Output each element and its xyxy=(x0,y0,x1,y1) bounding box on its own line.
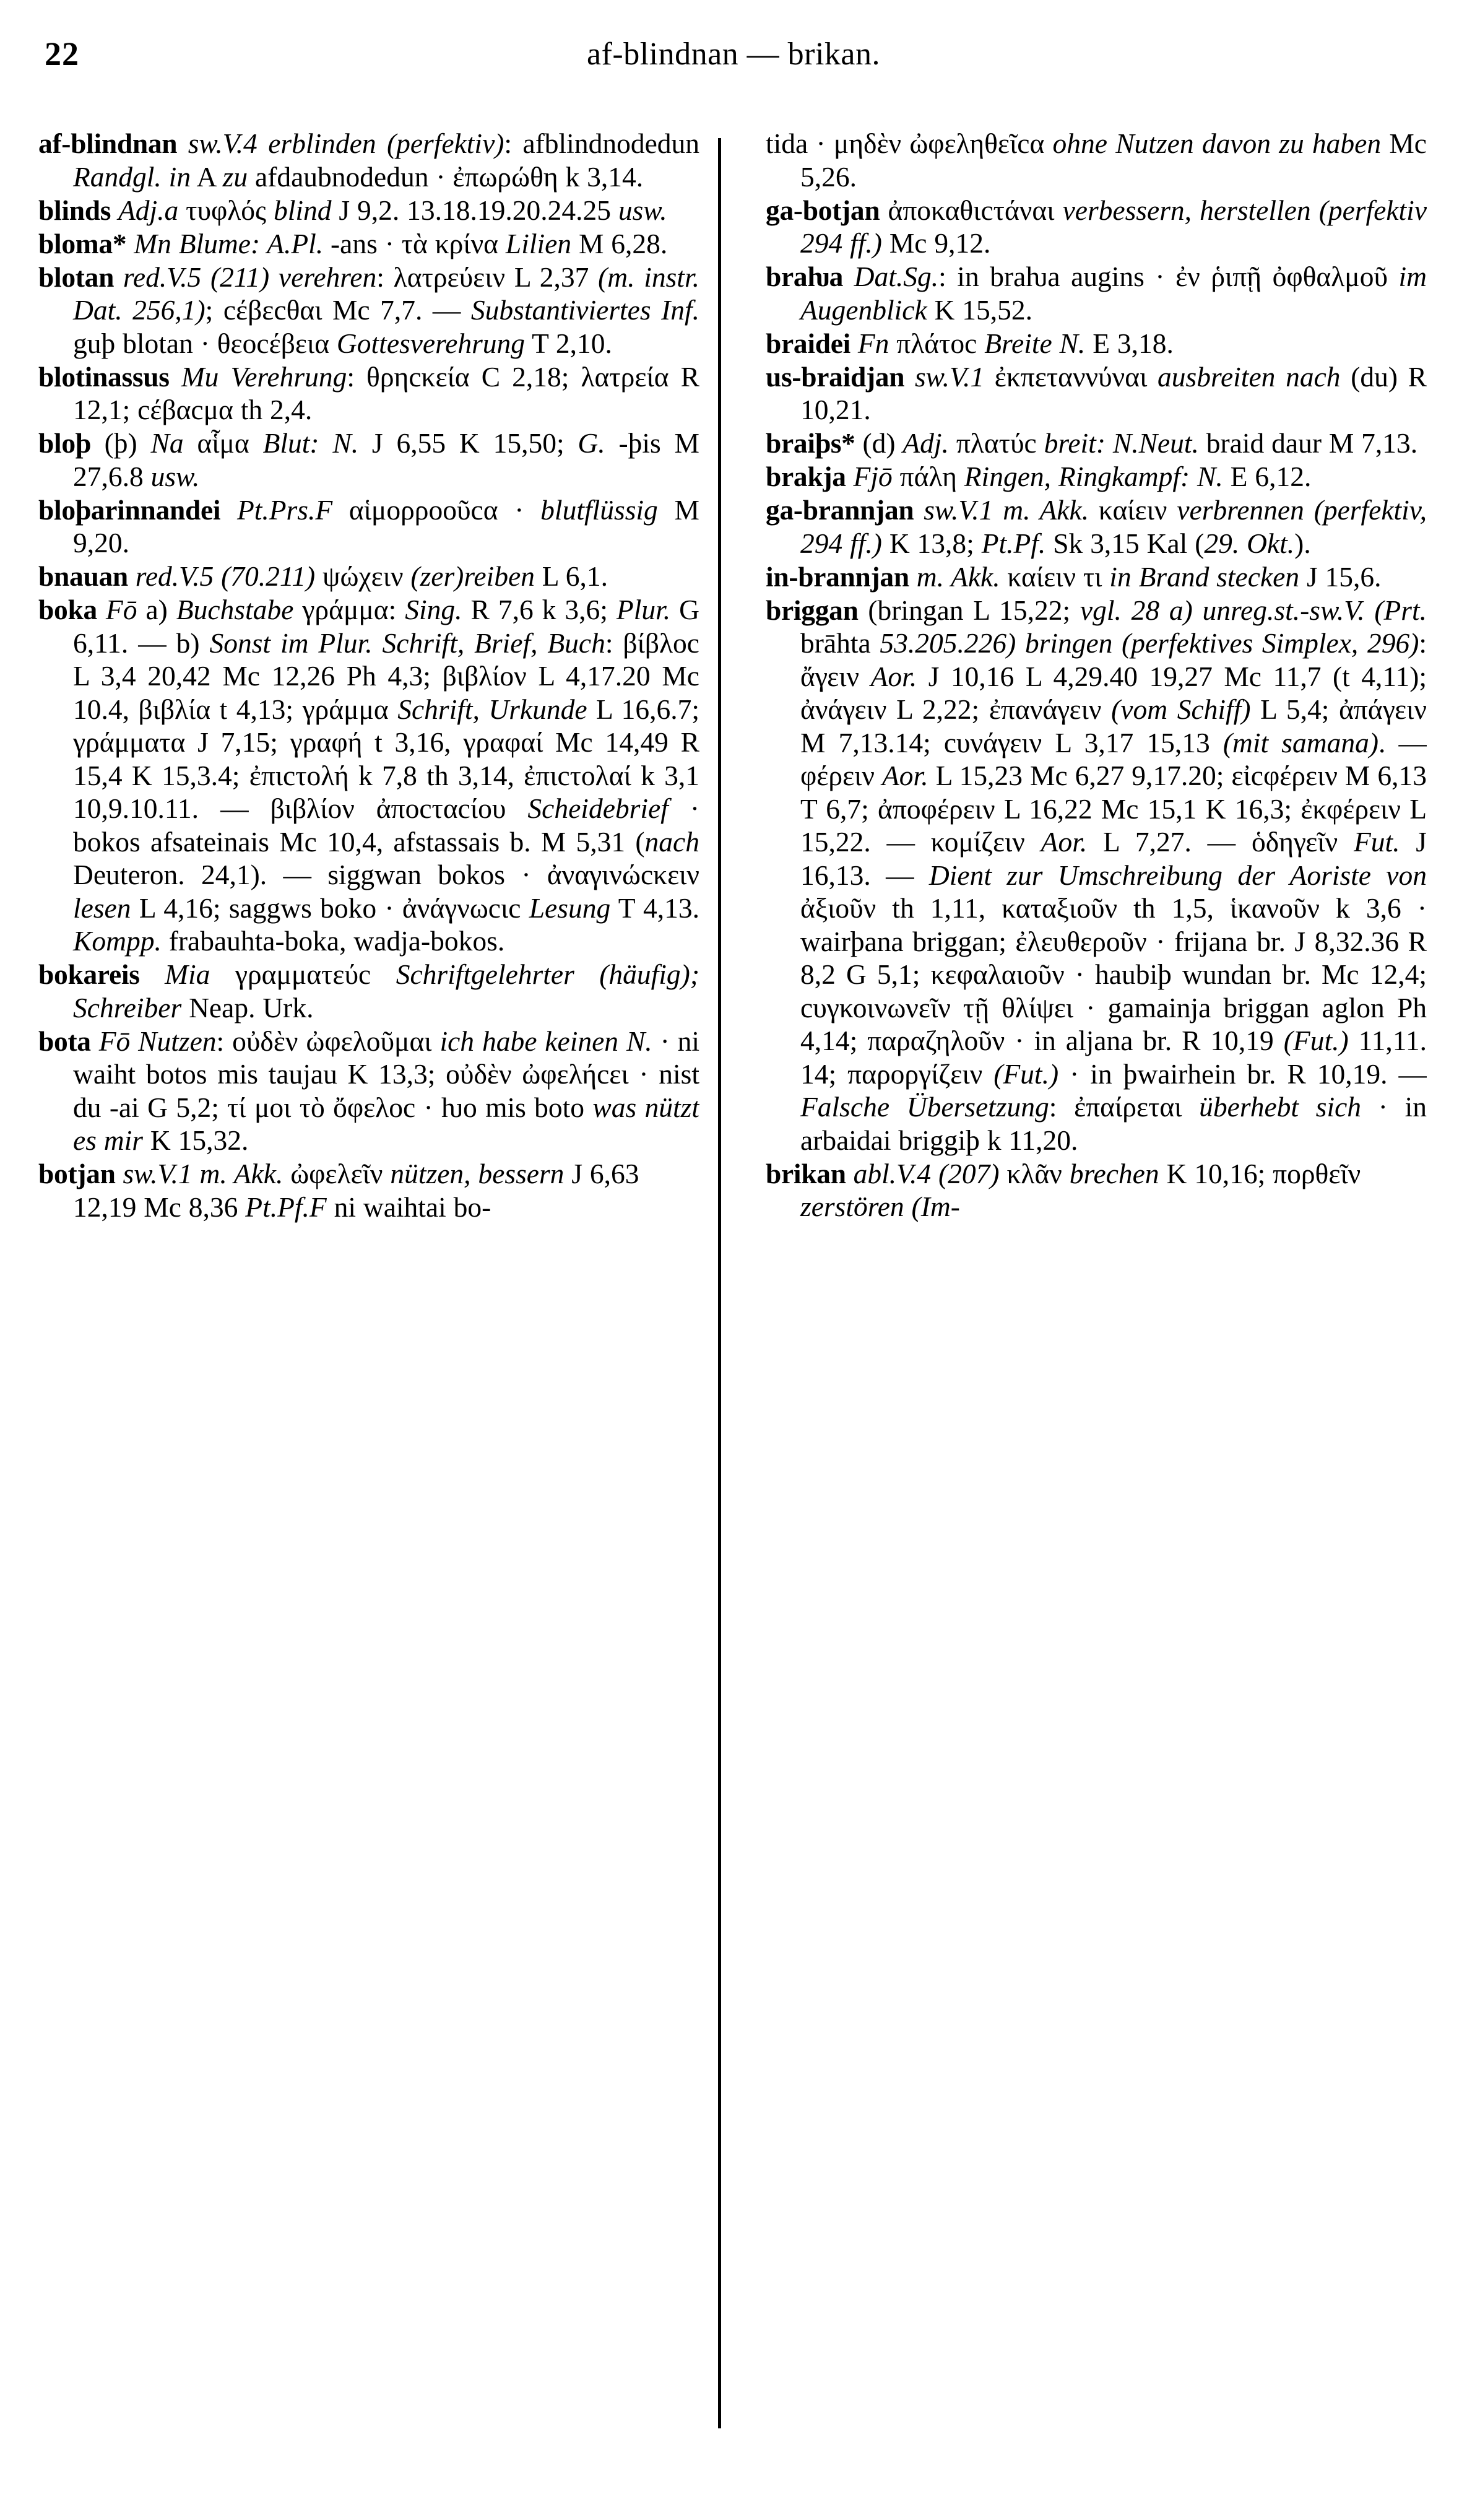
entry-gloss-italic: Mn Blume: A.Pl. xyxy=(134,227,324,259)
entry-gloss-italic: Sonst im Plur. Schrift, Brief, Buch xyxy=(209,627,605,659)
entry-citation: ἀξιοῦν th 1,11, καταξιοῦν th 1,5, ἱκανοῦν k 3,6 · wairþana briggan; ἐλευθεροῦν · frijana br. J 8,32.36 R 8,2 G 5,1; κεφαλαιοῦν · haubiþ wundan br. Mc 12,4; cυγκοινωνεῖν τῇ θλίψει · gamainja briggan aglon Ph 4,14; παραζηλοῦν · in aljana br. R 10,19 xyxy=(800,892,1427,1056)
entry-citation: K 13,8; xyxy=(881,527,982,559)
text-columns xyxy=(38,127,1429,2496)
entry-citation: tida · μηδὲν ὠφεληθεῖcα xyxy=(766,128,1053,159)
entry-gloss-italic: Plur. xyxy=(616,594,671,625)
entry-citation: αἱμορροοῦcα · xyxy=(332,493,541,526)
entry-headword: ga-botjan xyxy=(766,194,880,226)
dictionary-entry xyxy=(38,127,699,193)
dictionary-entry xyxy=(38,227,699,261)
entry-citation: K 15,52. xyxy=(927,293,1033,326)
entry-citation: J 10,16 L 4,29.40 19,27 Mc 11,7 (t 4,11); ἀνάγειν L 2,22; ἐπανάγειν xyxy=(800,660,1427,725)
entry-gloss-italic: (Fut.) xyxy=(1283,1025,1349,1056)
entry-citation: J 6,55 K 15,50; xyxy=(358,427,578,459)
dictionary-entry xyxy=(766,194,1427,260)
entry-citation: L 15,23 Mc 6,27 9,17.20; εἰcφέρειν M 6,13 T 6,7; ἀποφέρειν L 16,22 Mc 15,1 K 16,3; ἐκφέρειν L 15,22. — κομίζειν xyxy=(800,760,1427,858)
entry-citation: braid daur M 7,13. xyxy=(1198,427,1418,459)
entry-citation: L 16,6.7; γράμματα J 7,15; γραφή t 3,16, γραφαί Mc 14,49 R 15,4 K 15,3.4; ἐπιcτολή k 7,8 th 3,14, ἐπιcτολαί k 3,1 10,9.10.11. — βιβλίον ἀποcταcίου xyxy=(73,693,699,824)
entry-gloss-italic: Buchstabe xyxy=(176,594,294,625)
entry-citation: πλάτοc xyxy=(889,327,985,359)
entry-gloss-italic: m. Akk. xyxy=(916,560,1000,593)
entry-gloss-italic: (zer)reiben xyxy=(410,560,535,592)
entry-gloss-italic: sw.V.4 erblinden (perfektiv) xyxy=(188,128,504,159)
entry-citation: : ἄγειν xyxy=(800,627,1427,692)
entry-gloss-italic: Pt.Pf.F xyxy=(245,1191,327,1223)
entry-citation: Neap. Urk. xyxy=(181,991,314,1023)
entry-gloss-italic: Falsche Übersetzung xyxy=(800,1091,1049,1123)
entry-citation: πάλη xyxy=(892,461,964,492)
dictionary-entry xyxy=(766,460,1427,493)
entry-gloss-italic: zerstören (Im- xyxy=(800,1191,960,1222)
entry-headword: bnauan xyxy=(38,560,128,592)
entry-citation: (du) R 10,21. xyxy=(800,360,1427,425)
entry-gloss-italic: breit: N.Neut. xyxy=(1044,427,1199,459)
entry-citation: -ans · τὰ κρίνα xyxy=(323,227,506,259)
dictionary-entry xyxy=(766,127,1427,193)
entry-citation: ; cέβεcθαι Mc 7,7. — xyxy=(205,294,471,326)
entry-citation: ἀποκαθιcτάναι xyxy=(888,194,1063,226)
entry-citation: : ἐπαίρεται xyxy=(1049,1091,1200,1123)
entry-gloss-italic: Schrift, Urkunde xyxy=(397,693,587,725)
entry-gloss-italic: ausbreiten nach xyxy=(1158,360,1341,393)
entry-headword: briggan xyxy=(766,594,859,626)
entry-gloss-italic: Mia xyxy=(165,958,210,990)
entry-gloss-italic: Aor. xyxy=(870,660,917,692)
entry-citation: (d) xyxy=(862,427,903,459)
entry-gloss-italic: Pt.Prs.F xyxy=(236,493,333,526)
entry-citation: K 15,32. xyxy=(142,1124,249,1156)
entry-gloss-italic: Lesung xyxy=(529,892,611,924)
entry-citation: J 9,2. 13.18.19.20.24.25 xyxy=(331,194,618,226)
entry-gloss-italic: Gottesverehrung xyxy=(336,327,526,359)
entry-headword: bloþ xyxy=(38,427,91,459)
entry-gloss-italic: Breite N. xyxy=(984,327,1086,359)
entry-headword: in-brannjan xyxy=(766,560,909,593)
dictionary-entry xyxy=(38,560,699,593)
entry-headword: brikan xyxy=(766,1157,846,1189)
entry-citation: T 4,13. xyxy=(610,892,699,924)
entry-gloss-italic: Scheidebrief xyxy=(527,793,669,824)
entry-gloss-italic: Fō Nutzen xyxy=(98,1025,217,1057)
entry-gloss-italic: sw.V.1 xyxy=(914,360,985,393)
entry-citation: · ni waiht botos mis taujau K 13,3; οὐδὲν ὠφελήcει · nist du -ai G 5,2; τί μοι τὸ ὄφελοc · ƕo mis boto xyxy=(73,1025,699,1123)
column-divider-rule xyxy=(718,138,721,2428)
entry-headword: brakja xyxy=(766,461,846,492)
entry-gloss-italic: lesen xyxy=(73,892,131,924)
entry-gloss-italic: brechen xyxy=(1069,1157,1159,1189)
entry-headword: blotinassus xyxy=(38,360,170,393)
entry-citation: G 6,11. — b) xyxy=(73,594,699,659)
entry-headword: bokareis xyxy=(38,958,140,990)
entry-citation: πλατύc xyxy=(948,427,1044,459)
entry-citation: J 16,13. — xyxy=(800,826,1427,891)
dictionary-entry xyxy=(766,360,1427,427)
entry-citation: -þis M 27,6.8 xyxy=(73,427,699,492)
entry-citation: afdaubnodedun · ἐπωρώθη k 3,14. xyxy=(248,160,644,193)
entry-citation: frabauhta-boka, wadja-bokos. xyxy=(161,925,505,957)
entry-gloss-italic: Adj. xyxy=(902,427,949,459)
entry-citation: L 7,27. — ὁδηγεῖν xyxy=(1087,826,1354,858)
entry-gloss-italic: Fō xyxy=(105,594,137,625)
entry-citation: (bringan L 15,22; xyxy=(868,594,1080,626)
dictionary-entry xyxy=(766,327,1427,360)
entry-citation: 11,11. 14; παροργίζειν xyxy=(800,1025,1427,1090)
entry-citation: · bokos afsateinais Mc 10,4, afstassais b. M 5,31 ( xyxy=(73,793,699,858)
entry-gloss-italic: Kompp. xyxy=(73,925,162,957)
dictionary-entry xyxy=(38,1157,699,1223)
entry-gloss-italic: Dat.Sg. xyxy=(854,261,939,292)
entry-citation: γραμματεύc xyxy=(210,958,396,990)
entry-headword: bota xyxy=(38,1025,91,1057)
entry-gloss-italic: nützen, bessern xyxy=(390,1158,565,1189)
entry-citation: J 15,6. xyxy=(1299,560,1382,593)
entry-gloss-italic: red.V.5 (211) verehren xyxy=(123,261,377,293)
entry-gloss-italic: abl.V.4 (207) xyxy=(853,1157,1000,1189)
dictionary-entry xyxy=(38,958,699,1024)
running-head xyxy=(37,35,1430,78)
entry-citation: E 3,18. xyxy=(1085,327,1174,359)
entry-gloss-italic: sw.V.1 m. Akk. xyxy=(123,1158,283,1189)
entry-citation: ). xyxy=(1294,527,1311,559)
dictionary-entry xyxy=(766,594,1427,1157)
entry-citation: A xyxy=(191,160,223,193)
entry-gloss-italic: überhebt sich xyxy=(1199,1091,1362,1123)
entry-gloss-italic: verbessern, herstellen (perfektiv 294 ff.) xyxy=(800,194,1427,259)
entry-gloss-italic: Fn xyxy=(857,327,889,359)
entry-citation: : βίβλοc L 3,4 20,42 Mc 12,26 Ph 4,3; βιβλίον L 4,17.20 Mc 10.4, βιβλία t 4,13; γράμμα xyxy=(73,627,699,725)
entry-gloss-italic: Fut. xyxy=(1353,826,1400,858)
entry-gloss-italic: (Fut.) xyxy=(993,1058,1059,1090)
entry-citation: (þ) xyxy=(104,427,151,459)
dictionary-entry xyxy=(38,493,699,560)
entry-citation: Mc 5,26. xyxy=(800,128,1427,193)
entry-gloss-italic: Fjō xyxy=(853,461,893,492)
entry-headword: ga-brannjan xyxy=(766,494,914,526)
entry-citation: ἐκπεταννύναι xyxy=(984,360,1158,393)
entry-citation: Sk 3,15 Kal ( xyxy=(1045,527,1205,559)
entry-citation: : θρηcκεία C 2,18; λατρεία R 12,1; cέβαcμα th 2,4. xyxy=(73,360,699,425)
dictionary-entry xyxy=(766,427,1427,460)
entry-headword: bloma* xyxy=(38,227,127,259)
dictionary-entry xyxy=(38,261,699,360)
page-number: 22 xyxy=(45,35,79,72)
entry-gloss-italic: Dient zur Umschreibung der Aoriste von xyxy=(928,859,1427,891)
entry-citation: : οὐδὲν ὠφελοῦμαι xyxy=(216,1025,440,1057)
entry-headword: bloþarinnandei xyxy=(38,493,221,526)
entry-gloss-italic: Ringen, Ringkampf: N. xyxy=(964,461,1223,492)
entry-gloss-italic: im Augenblick xyxy=(800,261,1427,326)
entry-citation: τυφλός xyxy=(178,194,274,226)
entry-headword: blinds xyxy=(38,194,111,226)
entry-citation: M 6,28. xyxy=(571,227,668,259)
entry-citation: ni waihtai bo- xyxy=(326,1191,491,1223)
running-head-title: af-blindnan — brikan. xyxy=(586,37,881,72)
dictionary-entry xyxy=(38,194,699,227)
dictionary-entry xyxy=(766,260,1427,326)
entry-gloss-italic: verbrennen (perfektiv, 294 ff.) xyxy=(800,494,1427,559)
entry-gloss-italic: sw.V.1 m. Akk. xyxy=(924,494,1089,526)
entry-gloss-italic: Substantiviertes Inf. xyxy=(470,294,699,326)
entry-gloss-italic: usw. xyxy=(150,460,200,492)
entry-gloss-italic: zu xyxy=(222,160,248,193)
entry-citation: καίειν xyxy=(1089,494,1177,526)
entry-citation: · in arbaidai briggiþ k 11,20. xyxy=(800,1091,1427,1156)
entry-gloss-italic: Sing. xyxy=(405,594,462,625)
entry-citation: γράμμα: xyxy=(293,594,405,625)
entry-citation: καίειν τι xyxy=(1000,560,1110,593)
entry-gloss-italic: (vom Schiff) xyxy=(1111,693,1251,725)
entry-citation: Mc 9,12. xyxy=(881,227,991,259)
dictionary-entry xyxy=(38,593,699,958)
entry-gloss-italic: in Brand stecken xyxy=(1109,560,1300,593)
column-right xyxy=(766,127,1427,2496)
entry-citation: L 6,1. xyxy=(534,560,608,592)
entry-citation: E 6,12. xyxy=(1222,461,1312,492)
entry-gloss-italic: Randgl. in xyxy=(73,160,191,193)
entry-citation: Deuteron. 24,1). — siggwan bokos · ἀναγινώcκειν xyxy=(73,859,699,890)
entry-gloss-italic: Na xyxy=(150,427,184,459)
entry-citation: αἷμα xyxy=(183,427,263,459)
entry-citation: K 10,16; πορθεῖν xyxy=(1159,1157,1361,1189)
entry-gloss-italic: ohne Nutzen davon zu haben xyxy=(1052,128,1382,159)
entry-citation: : in braƕa augins · ἐν ῥιπῇ ὀφθαλμοῦ xyxy=(938,261,1399,292)
entry-gloss-italic: blind xyxy=(273,194,332,226)
dictionary-entry xyxy=(766,560,1427,594)
entry-citation: κλᾶν xyxy=(999,1157,1070,1189)
entry-gloss-italic: (m. instr. Dat. 256,1) xyxy=(73,261,699,326)
entry-citation: ψώχειν xyxy=(315,560,411,592)
entry-gloss-italic: was nützt es mir xyxy=(73,1091,699,1156)
dictionary-entry xyxy=(38,427,699,493)
entry-gloss-italic: Mu Verehrung xyxy=(181,360,347,393)
entry-gloss-italic: Aor. xyxy=(1041,826,1088,858)
entry-citation: T 2,10. xyxy=(525,327,612,359)
entry-gloss-italic: 29. Okt. xyxy=(1204,527,1295,559)
entry-headword: us-braidjan xyxy=(766,360,905,393)
entry-gloss-italic: blutflüssig xyxy=(540,493,658,526)
entry-gloss-italic: Adj.a xyxy=(118,194,179,226)
dictionary-entry xyxy=(38,1025,699,1157)
entry-gloss-italic: Blut: N. xyxy=(262,427,359,459)
entry-headword: af-blindnan xyxy=(38,128,178,159)
entry-gloss-italic: G. xyxy=(578,427,605,459)
entry-gloss-italic: Lilien xyxy=(505,227,572,259)
entry-citation: brāhta xyxy=(800,627,880,659)
entry-gloss-italic: nach xyxy=(644,825,699,858)
entry-citation: guþ blotan · θεοcέβεια xyxy=(73,327,337,359)
column-left xyxy=(38,127,699,2496)
entry-citation: J 6,63 12,19 Mc 8,36 xyxy=(73,1158,639,1223)
entry-gloss-italic: Schriftgelehrter (häufig); Schreiber xyxy=(73,958,699,1023)
entry-gloss-italic: red.V.5 (70.211) xyxy=(135,560,316,592)
dictionary-entry xyxy=(766,493,1427,560)
entry-citation: · in þwairhein br. R 10,19. — xyxy=(1058,1058,1427,1090)
entry-headword: braidei xyxy=(766,327,850,359)
entry-citation: : afblindnodedun xyxy=(504,128,699,159)
entry-citation: ὠφελεῖν xyxy=(283,1158,391,1189)
entry-citation: R 7,6 k 3,6; xyxy=(462,594,617,625)
entry-headword: blotan xyxy=(38,261,115,293)
entry-gloss-italic: usw. xyxy=(618,194,667,226)
entry-citation: L 4,16; saggws boko · ἀνάγνωcιc xyxy=(131,892,529,924)
entry-headword: botjan xyxy=(38,1158,116,1189)
entry-gloss-italic: Pt.Pf. xyxy=(981,527,1046,559)
dictionary-entry xyxy=(38,360,699,427)
entry-citation: M 9,20. xyxy=(73,493,699,558)
entry-citation: L 5,4; ἀπάγειν M 7,13.14; cυνάγειν L 3,17 15,13 xyxy=(800,693,1427,758)
entry-gloss-italic: Aor. xyxy=(881,760,928,791)
entry-gloss-italic: vgl. 28 a) unreg.st.-sw.V. (Prt. xyxy=(1080,594,1427,626)
entry-citation: a) xyxy=(137,594,176,625)
entry-headword: boka xyxy=(38,594,97,625)
entry-citation: : λατρεύειν L 2,37 xyxy=(376,261,599,293)
entry-gloss-italic: ich habe keinen N. xyxy=(439,1025,652,1057)
entry-gloss-italic: 53.205.226) bringen (perfektives Simplex, 296) xyxy=(880,627,1419,659)
entry-citation: . — φέρειν xyxy=(800,726,1427,791)
entry-gloss-italic: (mit samana) xyxy=(1222,726,1378,758)
dictionary-entry xyxy=(766,1157,1427,1223)
entry-headword: braiþs* xyxy=(766,427,855,459)
entry-headword: braƕa xyxy=(766,261,844,292)
